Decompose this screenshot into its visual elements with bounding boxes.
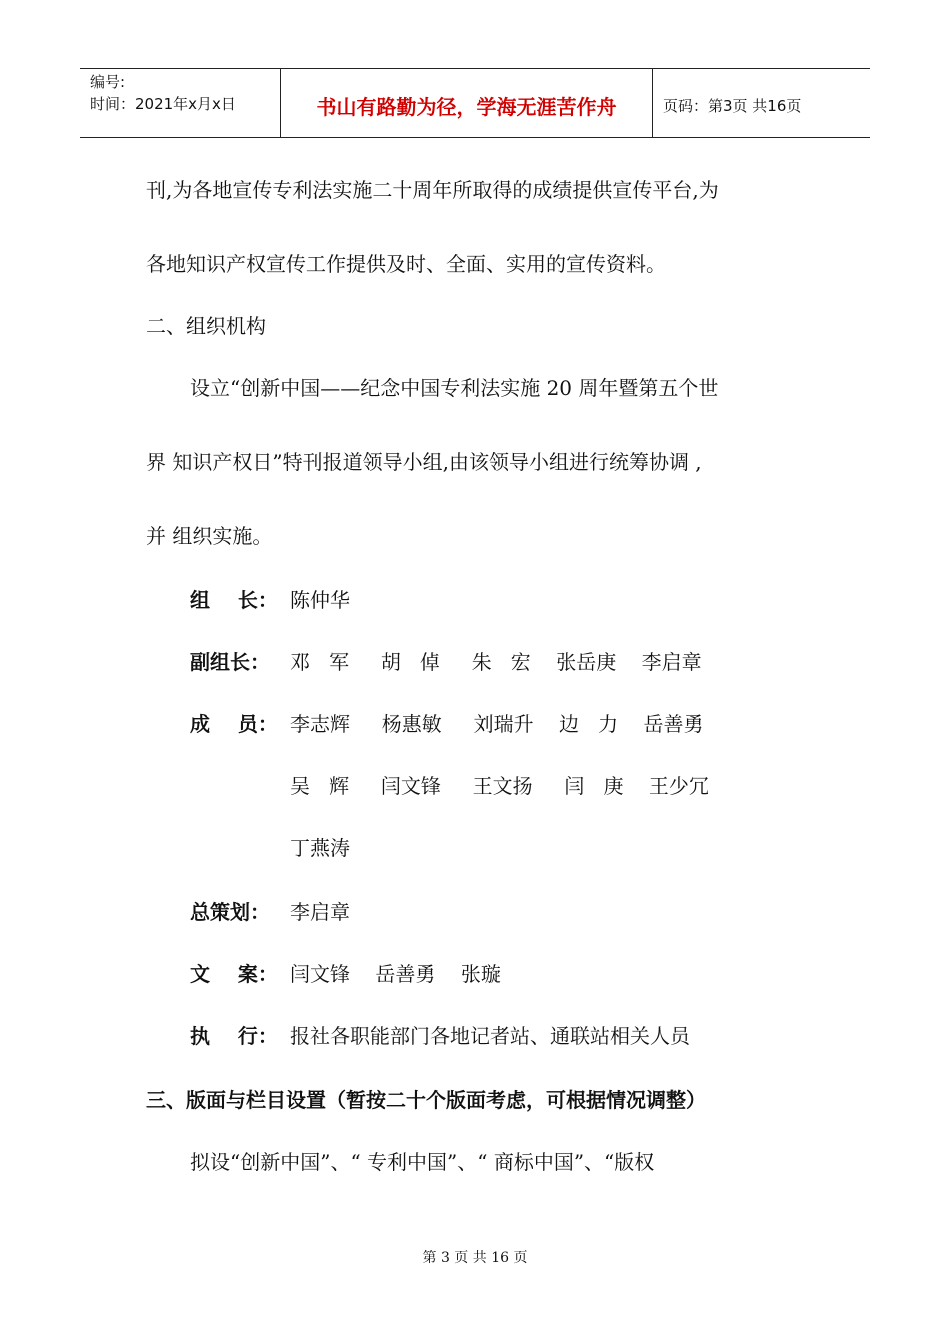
- paragraph-line: 界 知识产权日”特刊报道领导小组,由该领导小组进行统筹协调 ,: [146, 450, 702, 474]
- role-value-members-cont: 丁燕涛: [290, 836, 350, 860]
- page-footer: 第 3 页 共 16 页: [422, 1250, 528, 1266]
- role-value-execution: 报社各职能部门各地记者站、通联站相关人员: [290, 1024, 690, 1048]
- page-header: [80, 68, 870, 138]
- paragraph-line: 并 组织实施。: [146, 524, 273, 548]
- section-heading: 三、版面与栏目设置（暂按二十个版面考虑，可根据情况调整）: [146, 1088, 706, 1112]
- role-value-planner: 李启章: [290, 900, 350, 924]
- paragraph-line: 设立“创新中国——纪念中国专利法实施 20 周年暨第五个世: [190, 376, 719, 400]
- role-value-members-cont: 吴 辉 闫文锋 王文扬 闫 庚 王少冗: [290, 774, 709, 798]
- number-label: 编号:: [90, 73, 126, 91]
- header-meta: [80, 69, 280, 137]
- header-motto: 书山有路勤为径，学海无涯苦作舟: [280, 69, 653, 137]
- paragraph-line: 刊,为各地宣传专利法实施二十周年所取得的成绩提供宣传平台,为: [146, 178, 719, 202]
- role-value-leader: 陈仲华: [290, 588, 350, 612]
- role-value-copy: 闫文锋 岳善勇 张璇: [290, 962, 501, 986]
- role-label-planner: 总策划：: [190, 900, 270, 924]
- role-label-execution: 执 行：: [190, 1024, 278, 1048]
- section-heading: 二、组织机构: [146, 314, 266, 338]
- role-label-deputy: 副组长：: [190, 650, 270, 674]
- role-label-leader: 组 长：: [190, 588, 278, 612]
- role-value-deputy: 邓 军 胡 倬 朱 宏 张岳庚 李启章: [290, 650, 702, 674]
- role-label-members: 成 员：: [190, 712, 278, 736]
- paragraph-line: 各地知识产权宣传工作提供及时、全面、实用的宣传资料。: [146, 252, 666, 276]
- time-label: 时间：2021年x月x日: [90, 95, 236, 113]
- role-value-members: 李志辉 杨惠敏 刘瑞升 边 力 岳善勇: [290, 712, 704, 736]
- role-label-copy: 文 案：: [190, 962, 278, 986]
- header-page-info: 页码：第3页 共16页: [663, 96, 802, 115]
- paragraph-line: 拟设“创新中国”、“ 专利中国”、“ 商标中国”、“版权: [190, 1150, 655, 1174]
